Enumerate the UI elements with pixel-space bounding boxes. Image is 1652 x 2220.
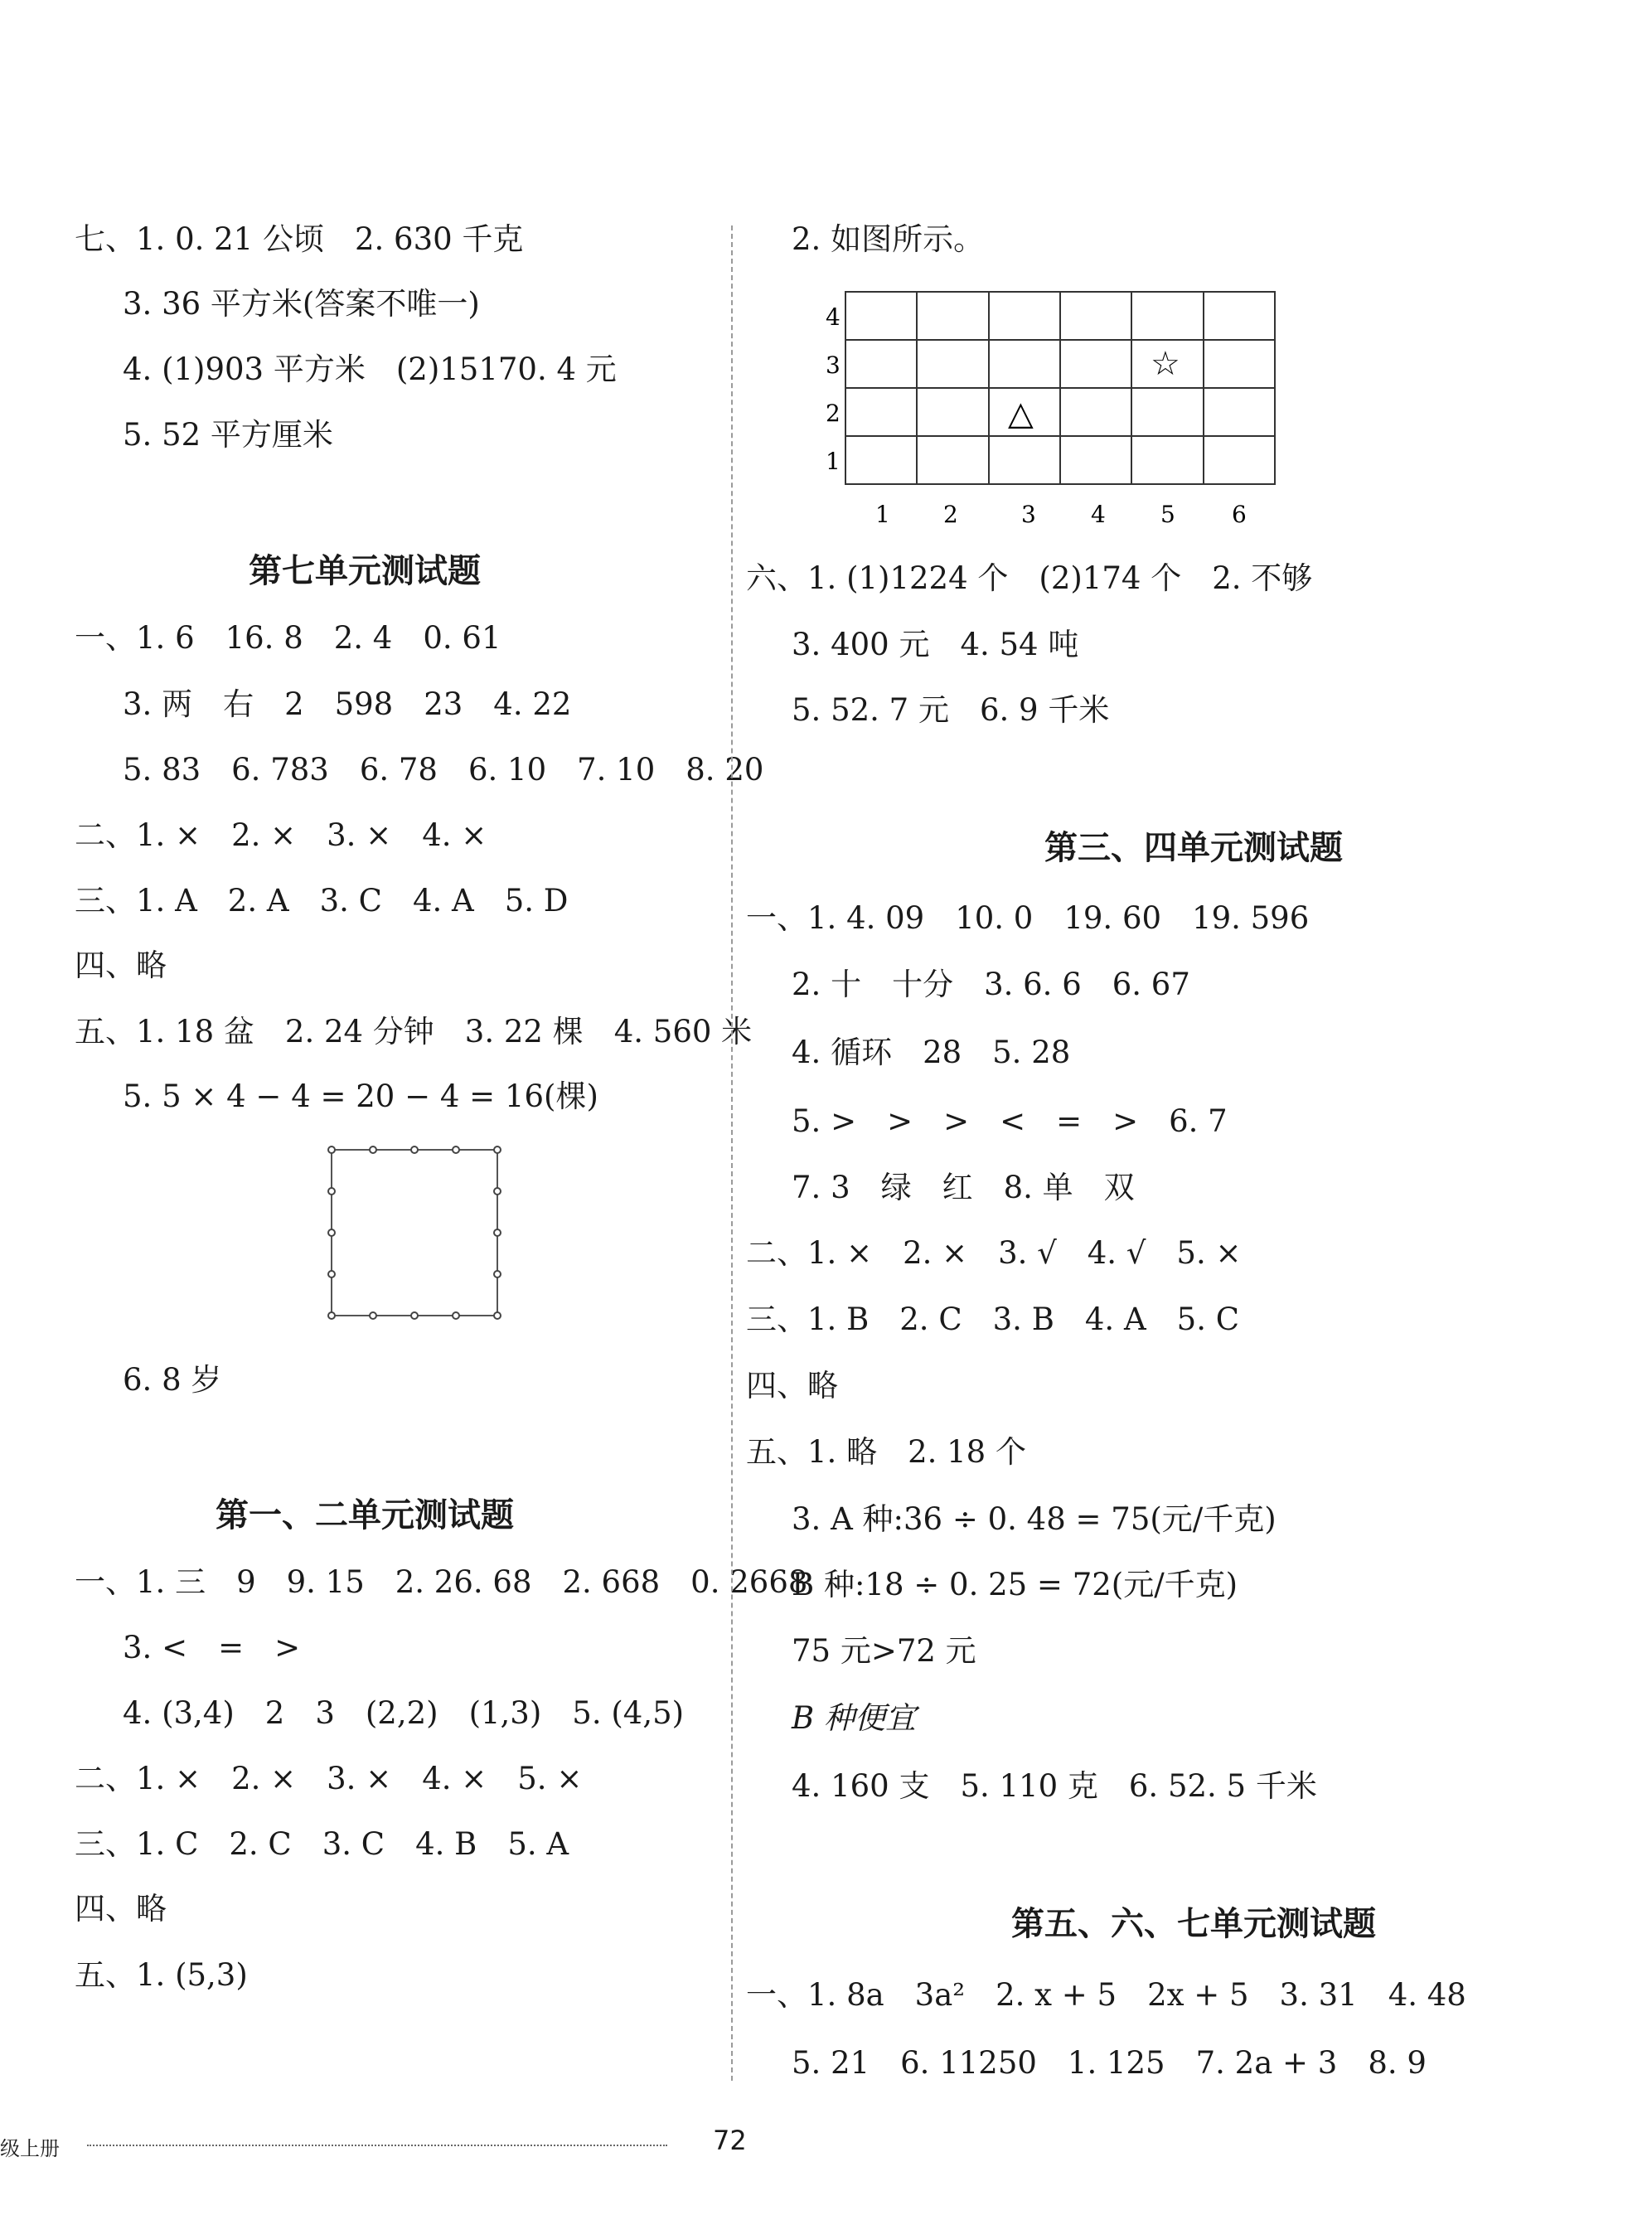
footer-dotted-rule — [87, 2145, 667, 2146]
answer-line: 五、1. 略 2. 18 个 — [746, 1434, 1026, 1470]
footer-book-label: 级上册 — [0, 2137, 60, 2160]
answer-line: 六、1. (1)1224 个 (2)174 个 2. 不够 — [746, 560, 1313, 596]
section-title-unit567: 第五、六、七单元测试题 — [1011, 1905, 1376, 1943]
answer-line: 三、1. B 2. C 3. B 4. A 5. C — [746, 1301, 1240, 1337]
answer-line: B 种:18 ÷ 0. 25 = 72(元/千克) — [792, 1567, 1238, 1602]
answer-line: 2. 十 十分 3. 6. 6 6. 67 — [792, 967, 1190, 1002]
tree-square-figure — [322, 1140, 512, 1322]
answer-line: 一、1. 4. 09 10. 0 19. 60 19. 596 — [746, 900, 1310, 936]
answer-line: 四、略 — [75, 1891, 167, 1927]
y-tick-label: 1 — [826, 448, 841, 475]
answer-line: 五、1. 18 盆 2. 24 分钟 3. 22 棵 4. 560 米 — [75, 1014, 753, 1049]
answer-line: 5. > > > < = > 6. 7 — [792, 1103, 1228, 1139]
answer-line: 3. < = > — [123, 1630, 301, 1665]
answer-line: 3. 两 右 2 598 23 4. 22 — [123, 686, 572, 722]
answer-line: 4. 160 支 5. 110 克 6. 52. 5 千米 — [792, 1768, 1317, 1804]
answer-line: 四、略 — [746, 1368, 838, 1403]
answer-line: 75 元>72 元 — [792, 1633, 976, 1669]
answer-line: 5. 83 6. 783 6. 78 6. 10 7. 10 8. 20 — [123, 752, 764, 788]
star-icon: ☆ — [1151, 345, 1180, 383]
answer-line: 二、1. × 2. × 3. × 4. × 5. × — [75, 1761, 583, 1796]
answer-line: 5. 52. 7 元 6. 9 千米 — [792, 692, 1110, 728]
y-tick-label: 3 — [826, 351, 841, 379]
answer-line: 5. 5 × 4 − 4 = 20 − 4 = 16(棵) — [123, 1078, 598, 1114]
answer-line: 5. 52 平方厘米 — [123, 417, 333, 453]
answer-line: 一、1. 8a 3a² 2. x + 5 2x + 5 3. 31 4. 48 — [746, 1977, 1466, 2013]
coordinate-grid — [821, 282, 1301, 535]
answer-line: 七、1. 0. 21 公顷 2. 630 千克 — [75, 221, 524, 257]
answer-line: 四、略 — [75, 948, 167, 983]
y-tick-label: 2 — [826, 400, 841, 427]
answer-line: 4. 循环 28 5. 28 — [792, 1035, 1071, 1070]
answer-line: 五、1. (5,3) — [75, 1957, 248, 1993]
answer-line: 三、1. A 2. A 3. C 4. A 5. D — [75, 883, 569, 919]
answer-line: 3. 36 平方米(答案不唯一) — [123, 286, 480, 322]
answer-line: B 种便宜 — [792, 1700, 916, 1736]
section-title-unit34: 第三、四单元测试题 — [1044, 829, 1343, 867]
answer-line: 3. A 种:36 ÷ 0. 48 = 75(元/千克) — [792, 1501, 1277, 1537]
answer-line: 2. 如图所示。 — [792, 221, 985, 257]
column-divider — [731, 225, 733, 2081]
triangle-icon: △ — [1008, 395, 1034, 433]
x-tick-label: 2 — [943, 501, 958, 528]
answer-line: 6. 8 岁 — [123, 1362, 222, 1398]
y-tick-label: 4 — [826, 303, 841, 331]
x-tick-label: 3 — [1021, 501, 1036, 528]
answer-line: 3. 400 元 4. 54 吨 — [792, 627, 1079, 662]
x-tick-label: 1 — [875, 501, 890, 528]
page-number: 72 — [713, 2125, 747, 2156]
section-title-unit7: 第七单元测试题 — [249, 552, 481, 590]
section-title-unit12: 第一、二单元测试题 — [216, 1496, 514, 1534]
x-tick-label: 4 — [1091, 501, 1106, 528]
x-tick-label: 6 — [1232, 501, 1247, 528]
answer-line: 一、1. 三 9 9. 15 2. 26. 68 2. 668 0. 2668 — [75, 1564, 808, 1600]
answer-line: 5. 21 6. 11250 1. 125 7. 2a + 3 8. 9 — [792, 2045, 1427, 2081]
answer-line: 二、1. × 2. × 3. √ 4. √ 5. × — [746, 1235, 1242, 1271]
answer-line: 4. (1)903 平方米 (2)15170. 4 元 — [123, 351, 617, 387]
answer-line: 一、1. 6 16. 8 2. 4 0. 61 — [75, 620, 501, 656]
x-tick-label: 5 — [1160, 501, 1175, 528]
answer-line: 三、1. C 2. C 3. C 4. B 5. A — [75, 1826, 569, 1862]
answer-line: 4. (3,4) 2 3 (2,2) (1,3) 5. (4,5) — [123, 1695, 685, 1731]
answer-line: 二、1. × 2. × 3. × 4. × — [75, 817, 487, 853]
answer-line: 7. 3 绿 红 8. 单 双 — [792, 1170, 1135, 1205]
